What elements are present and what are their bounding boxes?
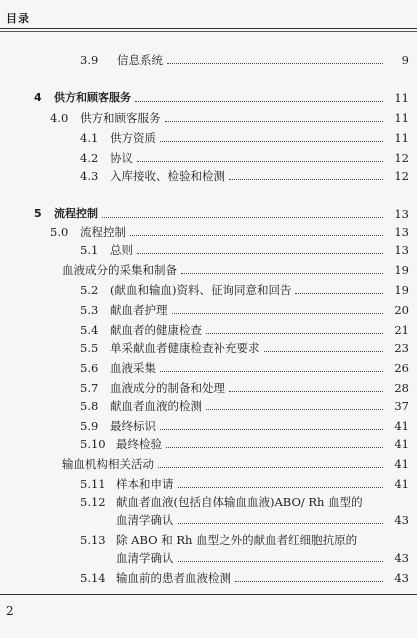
dot-leader <box>135 101 383 102</box>
toc-entry-title: 流程控制 <box>54 207 98 220</box>
toc-entry-page: 41 <box>394 477 409 491</box>
toc-entry-number: 5.0 <box>50 225 69 239</box>
toc-entry-title: 最终检验 <box>116 437 162 451</box>
dot-leader <box>160 429 383 430</box>
toc-entry[interactable] <box>0 168 417 184</box>
toc-entry[interactable] <box>0 224 417 240</box>
toc-entry-page: 13 <box>394 243 409 257</box>
dot-leader <box>229 391 383 392</box>
dot-leader <box>206 333 383 334</box>
dot-leader <box>158 467 383 468</box>
toc-entry-number: 5.13 <box>80 533 106 547</box>
toc-entry-page: 37 <box>394 399 409 413</box>
toc-entry[interactable] <box>0 570 417 586</box>
dot-leader <box>264 351 384 352</box>
toc-entry[interactable] <box>0 242 417 258</box>
toc-entry[interactable] <box>0 340 417 356</box>
toc-entry-title: 输血前的患者血液检测 <box>116 571 231 585</box>
toc-entry-title: 信息系统 <box>117 53 163 67</box>
dot-leader <box>160 141 383 142</box>
toc-entry-title: 样本和申请 <box>116 477 174 491</box>
toc-entry-title: 入库接收、检验和检测 <box>110 169 225 183</box>
toc-entry-number: 5.10 <box>80 437 106 451</box>
dot-leader <box>295 293 383 294</box>
toc-entry-number: 5.14 <box>80 571 106 585</box>
dot-leader <box>102 217 383 218</box>
toc-entry-number: 5.12 <box>80 495 106 509</box>
toc-entry-number: 5.1 <box>80 243 99 257</box>
toc-entry-page: 41 <box>394 419 409 433</box>
toc-entry[interactable] <box>0 322 417 338</box>
dot-leader <box>137 253 383 254</box>
toc-entry-title: 献血者护理 <box>110 303 168 317</box>
toc-entry-title: 献血者的健康检查 <box>110 323 202 337</box>
dot-leader <box>178 561 384 562</box>
dot-leader <box>172 313 384 314</box>
toc-entry-page: 41 <box>394 437 409 451</box>
toc-entry-title-continued: 血清学确认 <box>116 551 174 565</box>
toc-entry-number: 4.2 <box>80 151 99 165</box>
toc-entry-number: 5.7 <box>80 381 99 395</box>
toc-entry-title: 供方资质 <box>110 131 156 145</box>
toc-entry[interactable] <box>0 476 417 492</box>
toc-section[interactable] <box>0 456 417 472</box>
toc-entry[interactable] <box>0 52 417 68</box>
toc-entry[interactable] <box>0 150 417 166</box>
dot-leader <box>165 121 384 122</box>
toc-entry-title: 血液成分的制备和处理 <box>110 381 225 395</box>
dot-leader <box>229 179 383 180</box>
toc-entry-page: 43 <box>394 513 409 527</box>
dot-leader <box>166 447 383 448</box>
toc-entry-title: 供方和顾客服务 <box>80 111 161 125</box>
toc-entry-number: 3.9 <box>80 53 99 67</box>
page-header: 目录 <box>6 12 30 25</box>
toc-entry-title: 血液成分的采集和制备 <box>62 263 177 277</box>
toc-entry-number: 5 <box>34 207 42 220</box>
toc-entry-page: 41 <box>394 457 409 471</box>
toc-entry-page: 43 <box>394 571 409 585</box>
header-rule-inner <box>0 31 417 32</box>
toc-entry-page: 19 <box>394 283 409 297</box>
dot-leader <box>130 235 383 236</box>
toc-entry[interactable] <box>0 436 417 452</box>
toc-entry-page: 9 <box>401 53 409 67</box>
dot-leader <box>206 409 383 410</box>
toc-entry-number: 5.3 <box>80 303 99 317</box>
toc-entry-page: 28 <box>394 381 409 395</box>
toc-entry[interactable] <box>0 380 417 396</box>
dot-leader <box>235 581 383 582</box>
toc-entry-number: 5.8 <box>80 399 99 413</box>
dot-leader <box>160 371 383 372</box>
toc-entry-number: 5.4 <box>80 323 99 337</box>
toc-entry-number: 5.11 <box>80 477 106 491</box>
toc-chapter[interactable] <box>0 206 417 222</box>
toc-entry-title: (献血和输血)资料、征询同意和回告 <box>110 283 292 297</box>
toc-entry-number: 4.3 <box>80 169 99 183</box>
toc-entry-number: 4 <box>34 91 42 104</box>
toc-entry-page: 20 <box>394 303 409 317</box>
toc-entry-page: 13 <box>394 207 409 221</box>
toc-entry-page: 12 <box>394 151 409 165</box>
dot-leader <box>167 63 383 64</box>
dot-leader <box>178 487 384 488</box>
toc-entry-title: 供方和顾客服务 <box>54 91 131 104</box>
toc-entry[interactable] <box>0 110 417 126</box>
toc-entry-number: 4.1 <box>80 131 99 145</box>
toc-entry-title: 流程控制 <box>80 225 126 239</box>
toc-entry-page: 43 <box>394 551 409 565</box>
toc-entry-number: 5.2 <box>80 283 99 297</box>
toc-chapter[interactable] <box>0 90 417 106</box>
toc-entry-title: 血液采集 <box>110 361 156 375</box>
toc-entry-number: 4.0 <box>50 111 69 125</box>
toc-entry[interactable] <box>0 130 417 146</box>
toc-entry-page: 23 <box>394 341 409 355</box>
toc-entry-number: 5.5 <box>80 341 99 355</box>
toc-entry-page: 19 <box>394 263 409 277</box>
dot-leader <box>137 161 383 162</box>
toc-entry-title: 献血者血液的检测 <box>110 399 202 413</box>
toc-entry-page: 21 <box>394 323 409 337</box>
dot-leader <box>181 273 383 274</box>
toc-entry-title: 最终标识 <box>110 419 156 433</box>
toc-entry[interactable] <box>0 494 417 530</box>
toc-entry-title: 总则 <box>110 243 133 257</box>
toc-entry-title: 单采献血者健康检查补充要求 <box>110 341 260 355</box>
toc-entry[interactable] <box>0 282 417 298</box>
toc-entry-page: 12 <box>394 169 409 183</box>
toc-entry-number: 5.6 <box>80 361 99 375</box>
toc-section[interactable] <box>0 262 417 278</box>
footer-rule <box>0 594 417 595</box>
toc-entry[interactable] <box>0 532 417 568</box>
toc-entry-page: 26 <box>394 361 409 375</box>
toc-entry-title: 除 ABO 和 Rh 血型之外的献血者红细胞抗原的 <box>116 533 358 547</box>
header-rule <box>0 28 417 29</box>
toc-entry-title-continued: 血清学确认 <box>116 513 174 527</box>
toc-entry-page: 11 <box>394 131 409 145</box>
toc-entry[interactable] <box>0 418 417 434</box>
page-number: 2 <box>6 604 14 618</box>
dot-leader <box>178 523 384 524</box>
toc-entry[interactable] <box>0 302 417 318</box>
toc-entry-title: 献血者血液(包括自体输血血液)ABO/ Rh 血型的 <box>116 495 363 509</box>
toc-entry-page: 11 <box>394 111 409 125</box>
toc-entry[interactable] <box>0 360 417 376</box>
toc-entry-page: 11 <box>394 91 409 105</box>
toc-entry[interactable] <box>0 398 417 414</box>
toc-entry-title: 协议 <box>110 151 133 165</box>
toc-entry-number: 5.9 <box>80 419 99 433</box>
toc-entry-title: 输血机构相关活动 <box>62 457 154 471</box>
toc-entry-page: 13 <box>394 225 409 239</box>
